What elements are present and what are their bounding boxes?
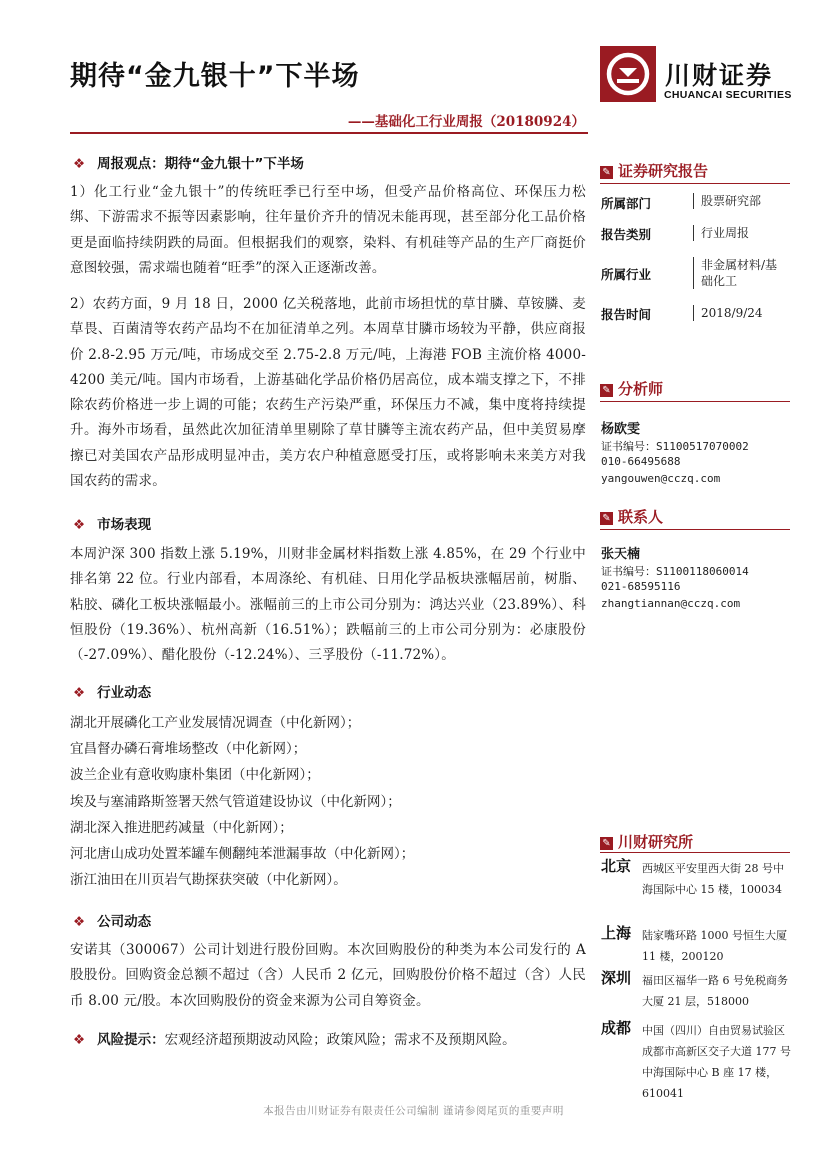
diamond-bullet-icon: ❖ bbox=[73, 517, 86, 533]
office-address-shenzhen: 福田区福华一路 6 号免税商务大厦 21 层，518000 bbox=[642, 974, 788, 1008]
list-item: 埃及与塞浦路斯签署天然气管道建设协议（中化新网）； bbox=[70, 793, 401, 810]
meta-key-date: 报告时间 bbox=[601, 307, 652, 322]
contact-email[interactable]: zhangtiannan@cczq.com bbox=[601, 597, 741, 610]
report-icon: ✎ bbox=[600, 166, 613, 179]
analyst-phone: 010-66495688 bbox=[601, 455, 681, 468]
section-heading-weekly-view: ❖ 周报观点：期待“金九银十”下半场 bbox=[73, 156, 304, 172]
list-item: 浙江油田在川页岩气勘探获突破（中化新网）。 bbox=[70, 872, 347, 889]
sidebar-rule bbox=[600, 401, 790, 402]
institute-icon: ✎ bbox=[600, 837, 613, 850]
diamond-bullet-icon: ❖ bbox=[73, 685, 86, 701]
risk-text: 宏观经济超预期波动风险；政策风险；需求不及预期风险。 bbox=[164, 1032, 516, 1048]
risk-warning bbox=[73, 1028, 516, 1048]
diamond-bullet-icon: ❖ bbox=[73, 156, 86, 172]
diamond-bullet-icon: ❖ bbox=[73, 914, 86, 930]
weekly-view-paragraph-1: 1）化工行业“金九银十”的传统旺季已行至中场，但受产品价格高位、环保压力松绑、下游需求不振等因素影响，往年量价齐升的情况未能再现，甚至部分化工品价格更是面临持续阴跌的局面。但根据我们的观察，染料、有机硅等产品的生产厂商挺价意图较强，需求端也随着“旺季”的深入正逐渐改善。 bbox=[70, 184, 586, 276]
office-city-shanghai: 上海 bbox=[601, 924, 632, 942]
sidebar-heading-institute: ✎ 川财研究所 bbox=[600, 831, 693, 852]
sidebar-heading-report: ✎ 证券研究报告 bbox=[600, 160, 708, 181]
section-heading-company: ❖ 公司动态 bbox=[73, 914, 152, 930]
list-item: 河北唐山成功处置苯罐车侧翻纯苯泄漏事故（中化新网）； bbox=[70, 845, 415, 862]
analyst-email[interactable]: yangouwen@cczq.com bbox=[601, 472, 721, 485]
office-city-chengdu: 成都 bbox=[601, 1019, 632, 1037]
analyst-cert: 证书编号：S1100517070002 bbox=[601, 440, 749, 453]
meta-value-industry: 非金属材料/基础化工 bbox=[693, 257, 789, 289]
office-address-beijing: 西城区平安里西大街 28 号中海国际中心 15 楼，100034 bbox=[642, 862, 784, 896]
company-paragraph: 安诺其（300067）公司计划进行股份回购。本次回购股份的种类为本公司发行的 A 股股份。回购资金总额不超过（含）人民币 2 亿元，回购股份价格不超过（含）人民币 8.00 元/股。本次回购股份的资金来源为公司自筹资金。 bbox=[70, 942, 586, 1009]
list-item: 宜昌督办磷石膏堆场整改（中化新网）； bbox=[70, 741, 307, 758]
list-item: 湖北深入推进肥药减量（中化新网）； bbox=[70, 819, 293, 836]
list-item: 湖北开展磷化工产业发展情况调查（中化新网）； bbox=[70, 715, 361, 731]
meta-value-date: 2018/9/24 bbox=[693, 305, 763, 321]
contact-phone: 021-68595116 bbox=[601, 580, 681, 593]
office-city-beijing: 北京 bbox=[601, 857, 632, 875]
meta-key-department: 所属部门 bbox=[601, 196, 652, 211]
page-title: 期待“金九银十”下半场 bbox=[70, 61, 360, 92]
market-paragraph: 本周沪深 300 指数上涨 5.19%，川财非金属材料指数上涨 4.85%，在 29 个行业中排名第 22 位。行业内部看，本周涤纶、有机硅、日用化学品板块涨幅居前，树脂、粘胶、磷化工板块涨幅最小。涨幅前三的上市公司分别为：鸿达兴业（23.89%）、科恒股份（19.36%）、杭州高新（16.51%）；跌幅前三的上市公司分别为：必康股份（-27.09%）、醋化股份（-12.24%）、三孚股份（-11.72%）。 bbox=[70, 546, 586, 664]
office-address-shanghai: 陆家嘴环路 1000 号恒生大厦 11 楼，200120 bbox=[642, 929, 787, 963]
diamond-bullet-icon: ❖ bbox=[73, 1032, 86, 1048]
analyst-icon: ✎ bbox=[600, 384, 613, 397]
contact-icon: ✎ bbox=[600, 512, 613, 525]
sidebar-heading-analyst: ✎ 分析师 bbox=[600, 378, 663, 399]
sidebar-rule bbox=[600, 852, 790, 853]
meta-value-department: 股票研究部 bbox=[693, 193, 761, 209]
contact-cert: 证书编号：S1100118060014 bbox=[601, 565, 749, 578]
contact-name: 张天楠 bbox=[601, 547, 641, 562]
meta-value-category: 行业周报 bbox=[693, 225, 749, 241]
list-item: 波兰企业有意收购康朴集团（中化新网）； bbox=[70, 767, 320, 784]
risk-label: 风险提示： bbox=[97, 1032, 165, 1048]
sidebar-heading-contact: ✎ 联系人 bbox=[600, 506, 663, 527]
chuancai-logo-icon bbox=[600, 46, 656, 102]
office-address-chengdu: 中国（四川）自由贸易试验区成都市高新区交子大道 177 号中海国际中心 B 座 17 楼，610041 bbox=[642, 1024, 791, 1100]
meta-key-category: 报告类别 bbox=[601, 227, 652, 242]
weekly-view-paragraph-2: 2）农药方面，9 月 18 日，2000 亿关税落地，此前市场担忧的草甘膦、草铵膦、麦草畏、百菌清等农药产品均不在加征清单之列。本周草甘膦市场较为平静，供应商报价 2.8-2.95 万元/吨，市场成交至 2.75-2.8 万元/吨，上海港 FOB 主流价格 4000-4200 美元/吨。国内市场看，上游基础化学品价格仍居高位，成本端支撑之下，不排除农药价格进一步上调的可能；农药生产污染严重，环保压力不减，集中度将持续提升。海外市场看，虽然此次加征清单里剔除了草甘膦等主流农药产品，但中美贸易摩擦已对美国农产品形成明显冲击，美方农户种植意愿受打压，或将影响未来美方对我国农药的需求。 bbox=[70, 296, 586, 490]
footer-disclaimer: 本报告由川财证券有限责任公司编制 谨请参阅尾页的重要声明 bbox=[263, 1105, 564, 1117]
meta-key-industry: 所属行业 bbox=[601, 267, 652, 282]
section-heading-market: ❖ 市场表现 bbox=[73, 517, 152, 533]
header-rule bbox=[70, 132, 588, 134]
report-subtitle: ——基础化工行业周报（20180924） bbox=[347, 114, 585, 130]
sidebar-rule bbox=[600, 529, 790, 530]
section-heading-industry: ❖ 行业动态 bbox=[73, 685, 152, 701]
office-city-shenzhen: 深圳 bbox=[601, 969, 632, 987]
sidebar-rule bbox=[600, 183, 790, 184]
analyst-name: 杨欧雯 bbox=[601, 422, 641, 437]
brand-name-en: CHUANCAI SECURITIES bbox=[664, 89, 792, 101]
industry-news-list bbox=[70, 710, 414, 893]
brand-name-cn: 川财证券 bbox=[665, 61, 774, 90]
